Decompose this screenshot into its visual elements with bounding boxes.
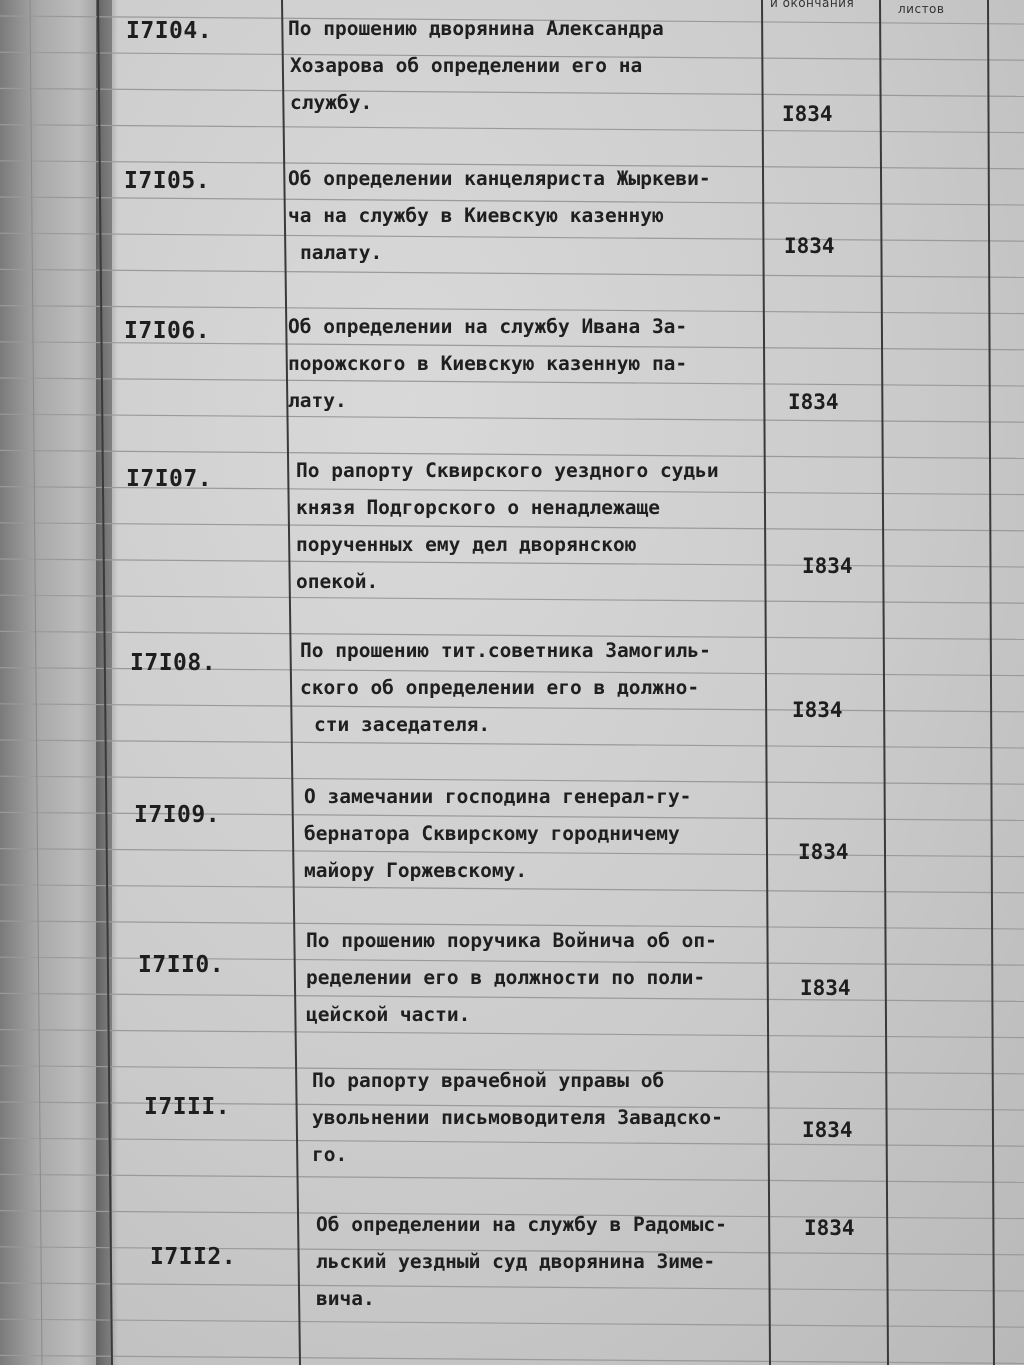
record-description (288, 160, 711, 271)
ruling-line (0, 1174, 1024, 1182)
record-description (312, 1062, 723, 1173)
record-number: I7II0. (138, 952, 225, 978)
description-line: По рапорту Сквирского уездного судьи (296, 459, 719, 482)
record-year: I834 (798, 840, 849, 864)
description-line: го. (312, 1143, 348, 1166)
description-line: палату. (300, 241, 383, 264)
description-line: Об определении канцеляриста Жыркеви- (288, 167, 711, 190)
description-line: Об определении на службу в Радомыс- (316, 1213, 727, 1236)
record-year: I834 (804, 1216, 855, 1240)
record-number: I7I05. (124, 168, 211, 194)
ruling-line (0, 1355, 1024, 1363)
record-description (306, 922, 717, 1033)
record-description (316, 1206, 727, 1317)
column-border-3 (762, 0, 770, 1365)
description-line: майору Горжевскому. (304, 859, 528, 882)
description-line: увольнении письмоводителя Завадско- (312, 1106, 723, 1129)
description-line: По прошению поручика Войнича об оп- (306, 929, 717, 952)
description-line: опекой. (296, 570, 379, 593)
record-description (304, 778, 691, 889)
record-description (288, 308, 687, 419)
record-year: I834 (792, 698, 843, 722)
description-line: службу. (290, 91, 373, 114)
description-line: По рапорту врачебной управы об (312, 1069, 665, 1092)
record-description (296, 452, 719, 600)
description-line: ределении его в должности по поли- (306, 966, 706, 989)
record-year: I834 (802, 554, 853, 578)
record-year: I834 (802, 1118, 853, 1142)
record-number: I7III. (144, 1094, 231, 1120)
record-number: I7II2. (150, 1244, 237, 1270)
ruling-line (0, 1319, 1024, 1327)
record-number: I7I08. (130, 650, 217, 676)
description-line: По прошению дворянина Александра (288, 17, 664, 40)
record-year: I834 (800, 976, 851, 1000)
description-line: лату. (288, 389, 347, 412)
description-line: ча на службу в Киевскую казенную (288, 204, 664, 227)
column-header-sheets: листов (898, 2, 945, 16)
record-year: I834 (784, 234, 835, 258)
column-border-1 (98, 0, 112, 1365)
description-line: цейской части. (306, 1003, 471, 1026)
ruling-line (0, 125, 1024, 133)
column-border-4 (880, 0, 888, 1365)
description-line: О замечании господина генерал-гу- (304, 785, 692, 808)
description-line: порожского в Киевскую казенную па- (288, 352, 688, 375)
description-line: вича. (316, 1287, 375, 1310)
description-line: князя Подгорского о ненадлежаще (296, 496, 660, 519)
description-line: бернатора Сквирскому городничему (304, 822, 680, 845)
record-number: I7I04. (126, 18, 213, 44)
record-number: I7I07. (126, 466, 213, 492)
record-year: I834 (788, 390, 839, 414)
description-line: Хозарова об определении его на (290, 54, 643, 77)
column-header-end-date: и окончания (770, 0, 855, 10)
description-line: порученных ему дел дворянскою (296, 533, 637, 556)
description-line: ского об определении его в должно- (300, 676, 700, 699)
description-line: сти заседателя. (314, 713, 491, 736)
record-description (288, 10, 664, 121)
record-description (300, 632, 711, 743)
record-number: I7I09. (134, 802, 221, 828)
description-line: льский уездный суд дворянина Зиме- (316, 1250, 716, 1273)
record-number: I7I06. (124, 318, 211, 344)
record-year: I834 (782, 102, 833, 126)
description-line: По прошению тит.советника Замогиль- (300, 639, 711, 662)
description-line: Об определении на службу Ивана За- (288, 315, 688, 338)
